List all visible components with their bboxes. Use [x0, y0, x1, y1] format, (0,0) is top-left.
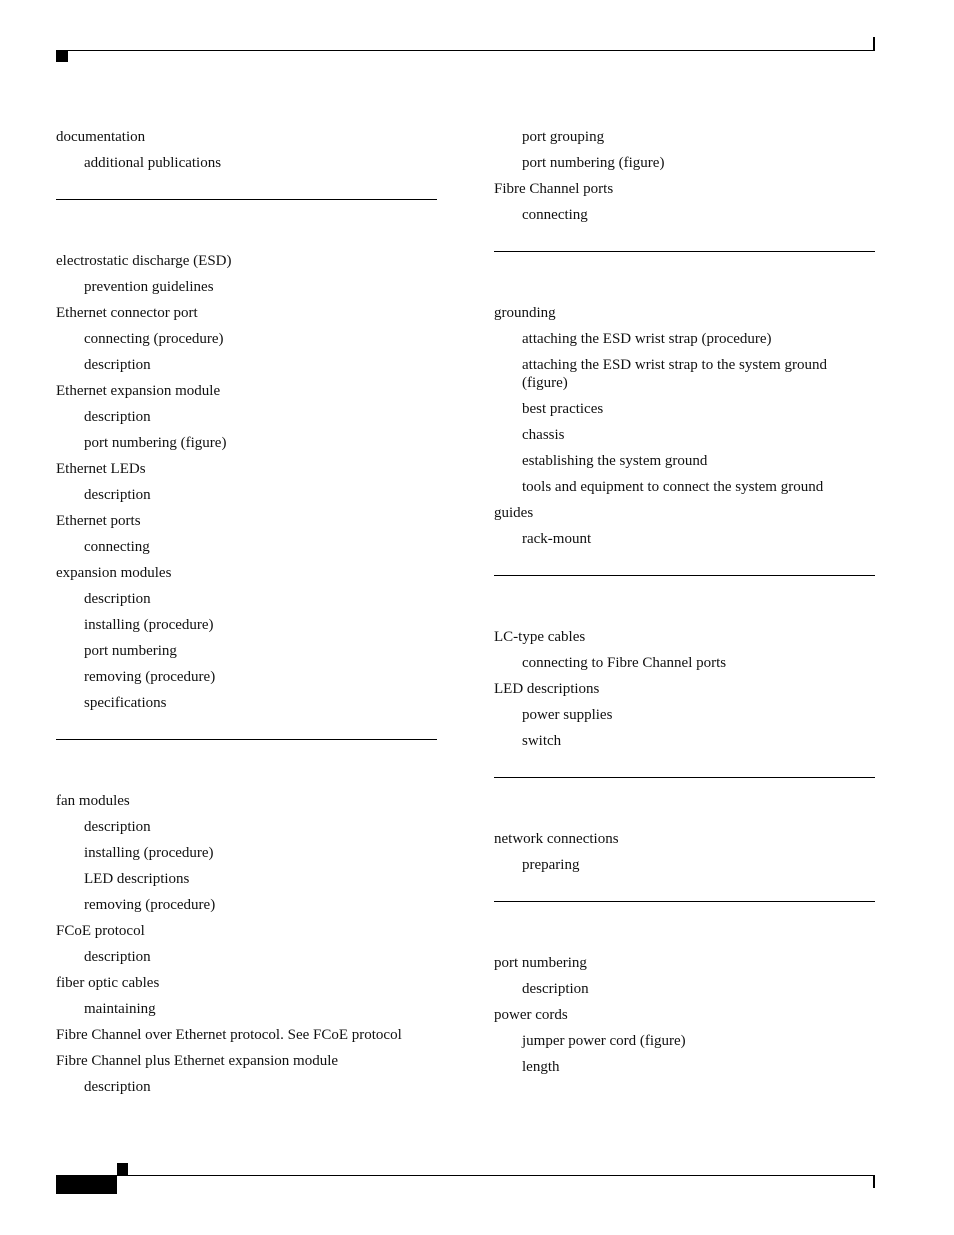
- index-subentry: jumper power cord (figure): [522, 1033, 686, 1049]
- index-subentry: port grouping: [522, 129, 605, 145]
- index-subentry: switch: [522, 733, 562, 749]
- index-entry: electrostatic discharge (ESD): [56, 253, 232, 269]
- index-subentry: connecting: [522, 207, 588, 223]
- index-entry: LC-type cables: [494, 629, 586, 645]
- index-subentry: attaching the ESD wrist strap to the system ground (figure): [522, 357, 827, 391]
- index-subentry: description: [84, 819, 151, 835]
- index-entry: Ethernet ports: [56, 513, 141, 529]
- index-subentry: removing (procedure): [84, 897, 216, 913]
- index-section: [56, 792, 437, 1096]
- index-subentry: chassis: [522, 427, 565, 443]
- index-subentry: rack-mount: [522, 531, 592, 547]
- index-subentry: connecting (procedure): [84, 331, 224, 347]
- index-section: [494, 304, 875, 548]
- section-heading-space: [56, 200, 437, 252]
- index-subentry: description: [84, 409, 151, 425]
- index-subentry: establishing the system ground: [522, 453, 708, 469]
- index-entry: port numbering: [494, 955, 587, 971]
- index-entry: FCoE protocol: [56, 923, 145, 939]
- index-entry: power cords: [494, 1007, 568, 1023]
- section-heading-space: [494, 902, 875, 954]
- index-section: [494, 954, 875, 1076]
- index-entry: fan modules: [56, 793, 130, 809]
- index-subentry: installing (procedure): [84, 617, 214, 633]
- index-subentry: port numbering (figure): [522, 155, 665, 171]
- section-heading-space: [494, 252, 875, 304]
- index-subentry: tools and equipment to connect the system ground: [522, 479, 824, 495]
- index-subentry: prevention guidelines: [84, 279, 214, 295]
- index-section: [494, 830, 875, 874]
- section-heading-space: [494, 576, 875, 628]
- index-entry: Ethernet LEDs: [56, 461, 146, 477]
- index-subentry: description: [522, 981, 589, 997]
- index-entry: grounding: [494, 305, 556, 321]
- index-subentry: LED descriptions: [84, 871, 190, 887]
- index-subentry: description: [84, 487, 151, 503]
- index-subentry: description: [84, 591, 151, 607]
- index-subentry: installing (procedure): [84, 845, 214, 861]
- index-subentry: description: [84, 357, 151, 373]
- index-entry: Ethernet connector port: [56, 305, 198, 321]
- index-subentry: removing (procedure): [84, 669, 216, 685]
- index-entry: Fibre Channel over Ethernet protocol. See FCoE protocol: [56, 1027, 402, 1043]
- index-subentry: port numbering (figure): [84, 435, 227, 451]
- index-subentry: connecting: [84, 539, 150, 555]
- index-subentry: port numbering: [84, 643, 177, 659]
- index-entry: LED descriptions: [494, 681, 600, 697]
- index-section: [494, 628, 875, 750]
- header-rule: [56, 50, 875, 51]
- index-section: [56, 252, 437, 712]
- index-subentry: maintaining: [84, 1001, 156, 1017]
- index-entry: Fibre Channel plus Ethernet expansion module: [56, 1053, 339, 1069]
- index-subentry: attaching the ESD wrist strap (procedure): [522, 331, 772, 347]
- index-subentry: preparing: [522, 857, 580, 873]
- index-subentry: additional publications: [84, 155, 222, 171]
- header-marker: [56, 51, 68, 62]
- header-tick: [873, 37, 875, 51]
- section-heading-space: [494, 778, 875, 830]
- index-entry: guides: [494, 505, 534, 521]
- index-entry: documentation: [56, 129, 146, 145]
- index-entry: network connections: [494, 831, 619, 847]
- index-subentry: best practices: [522, 401, 604, 417]
- index-entry: Ethernet expansion module: [56, 383, 221, 399]
- footer-tick: [873, 1176, 875, 1188]
- index-column-left: [56, 128, 437, 1104]
- index-column-right: [494, 128, 875, 1084]
- index-entry: fiber optic cables: [56, 975, 160, 991]
- section-heading-space: [56, 740, 437, 792]
- index-subentry: length: [522, 1059, 560, 1075]
- index-subentry: description: [84, 949, 151, 965]
- footer-marker: [117, 1163, 128, 1175]
- footer-rule: [56, 1175, 875, 1176]
- index-subentry: description: [84, 1079, 151, 1095]
- index-section: [56, 128, 437, 172]
- index-entry: Fibre Channel ports: [494, 181, 614, 197]
- index-section: [494, 128, 875, 224]
- index-subentry: power supplies: [522, 707, 613, 723]
- footer-page-tab: [56, 1176, 117, 1194]
- index-subentry: specifications: [84, 695, 167, 711]
- index-entry: expansion modules: [56, 565, 172, 581]
- index-subentry: connecting to Fibre Channel ports: [522, 655, 727, 671]
